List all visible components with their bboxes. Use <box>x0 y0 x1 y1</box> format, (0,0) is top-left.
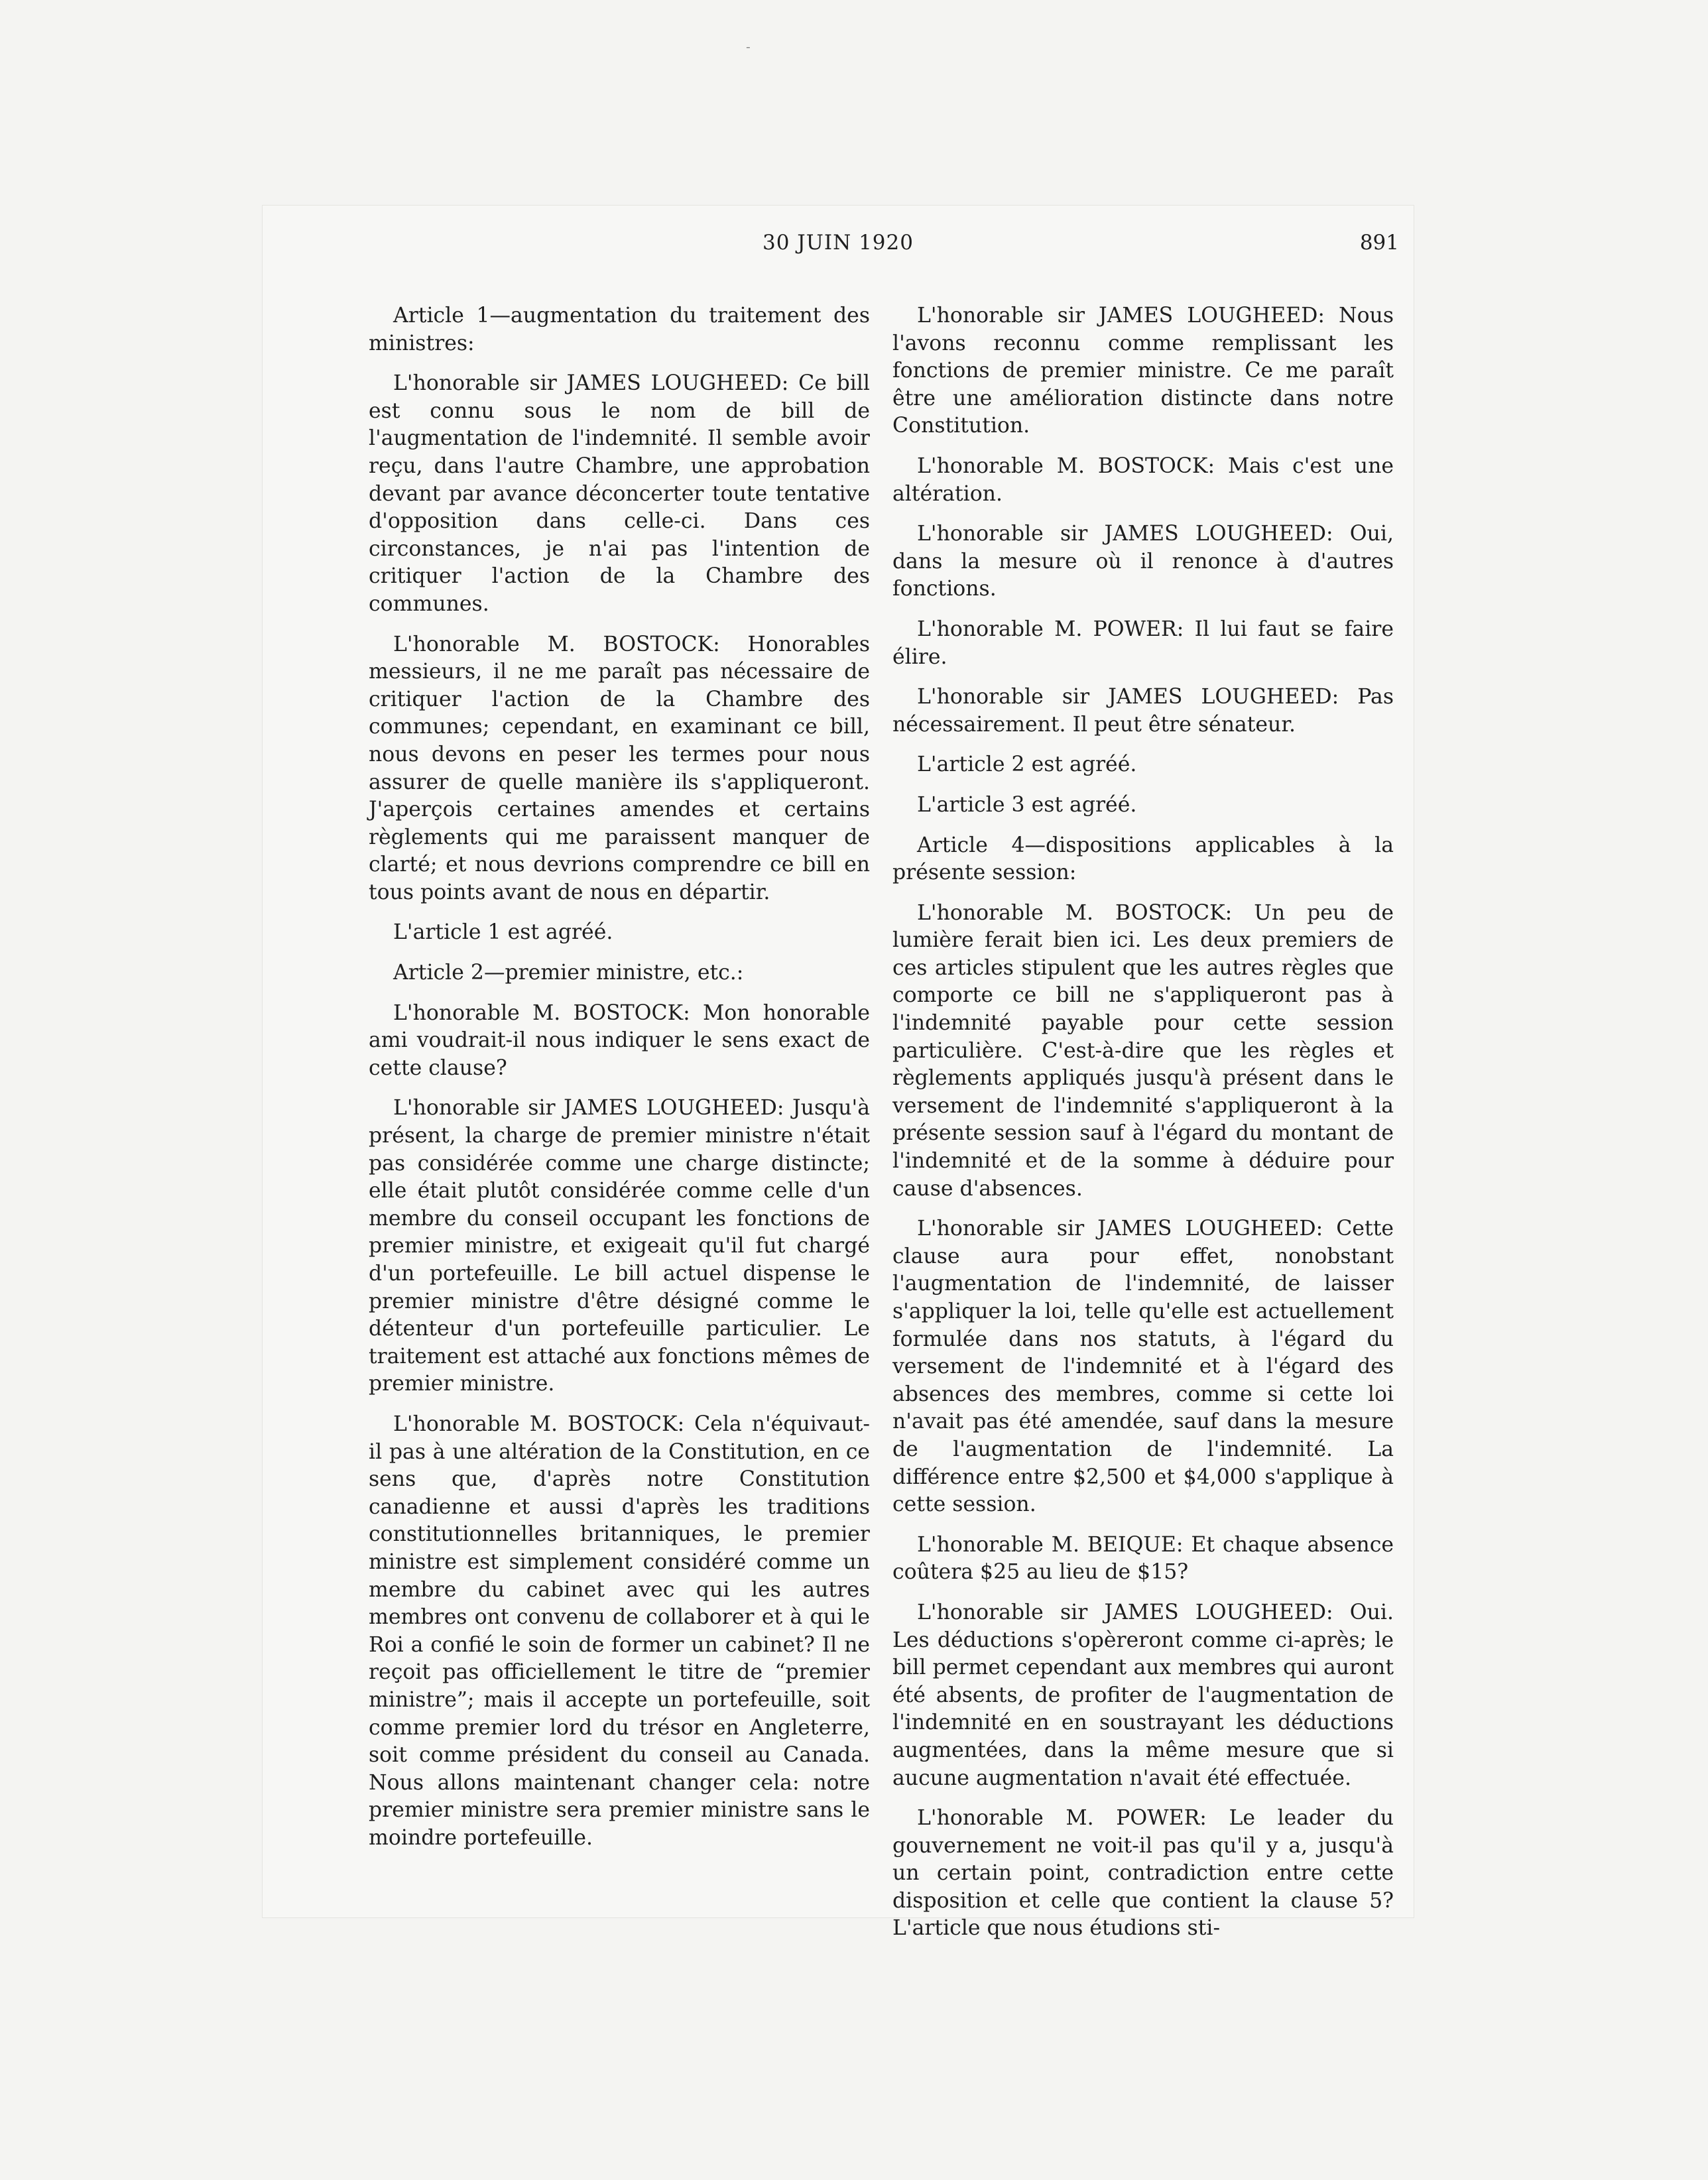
paragraph: L'honorable M. BOSTOCK: Cela n'équivaut-il pas à une altération de la Constitution, en ce sens que, d'après notre Constitution canadienne et aussi d'après les traditions constitutionnelles britanniques, le premier ministre est simplement considéré comme un membre du cabinet avec qui les autres membres ont convenu de collaborer et à qui le Roi a confié le soin de former un cabinet? Il ne reçoit pas officiellement le titre de “premier ministre”; mais il accepte un portefeuille, soit comme premier lord du trésor en Angleterre, soit comme président du conseil au Canada. Nous allons maintenant changer cela: notre premier ministre sera premier ministre sans le moindre portefeuille. <box>369 1412 870 1850</box>
paragraph: Article 1—augmentation du traitement des ministres: <box>369 304 870 355</box>
page-number: 891 <box>1359 231 1399 255</box>
paragraph: L'honorable M. BOSTOCK: Mais c'est une altération. <box>892 454 1394 506</box>
paragraph: L'honorable sir JAMES LOUGHEED: Nous l'avons reconnu comme remplissant les fonctions de premier ministre. Ce me paraît être une amélioration distincte dans notre Constitution. <box>892 304 1394 438</box>
page-header <box>263 231 1414 271</box>
paragraph: L'article 2 est agréé. <box>917 753 1137 777</box>
paragraph: L'honorable sir JAMES LOUGHEED: Jusqu'à présent, la charge de premier ministre n'était pas considérée comme une charge distincte; elle était plutôt considérée comme celle d'un membre du conseil occupant les fonctions de premier ministre, et exigeait qu'il fut chargé d'un portefeuille. Le bill actuel dispense le premier ministre d'être désigné comme le détenteur d'un portefeuille particulier. Le traitement est attaché aux fonctions mêmes de premier ministre. <box>369 1096 870 1396</box>
paragraph: L'honorable M. BOSTOCK: Mon honorable ami voudrait-il nous indiquer le sens exact de cette clause? <box>369 1000 870 1080</box>
right-column <box>892 302 1394 1955</box>
paragraph: L'honorable M. BOSTOCK: Honorables messieurs, il ne me paraît pas nécessaire de critiquer l'action de la Chambre des communes; cependant, en examinant ce bill, nous devons en peser les termes pour nous assurer de quelle manière ils s'appliqueront. J'aperçois certaines amendes et certains règlements qui me paraissent manquer de clarté; et nous devrions comprendre ce bill en tous points avant de nous en départir. <box>369 632 870 904</box>
paragraph: L'honorable M. BOSTOCK: Un peu de lumière ferait bien ici. Les deux premiers de ces articles stipulent que les autres règles que comporte ce bill ne s'appliqueront pas à l'indemnité payable pour cette session particulière. C'est-à-dire que les règles et règlements appliqués jusqu'à présent dans le versement de l'indemnité s'appliqueront à la présente session sauf à l'égard du montant de l'indemnité et de la somme à déduire pour cause d'absences. <box>892 900 1394 1201</box>
paragraph: L'honorable M. POWER: Le leader du gouvernement ne voit-il pas qu'il y a, jusqu'à un certain point, contradiction entre cette disposition et celle que contient la clause 5? L'article que nous étudions sti- <box>892 1806 1394 1941</box>
paragraph: Article 4—dispositions applicables à la présente session: <box>892 833 1394 885</box>
paragraph: L'article 1 est agréé. <box>393 920 613 945</box>
paragraph: L'honorable sir JAMES LOUGHEED: Pas nécessairement. Il peut être sénateur. <box>892 685 1394 737</box>
paragraph: L'honorable M. BEIQUE: Et chaque absence coûtera $25 au lieu de $15? <box>892 1532 1394 1585</box>
paragraph: L'honorable sir JAMES LOUGHEED: Oui. Les déductions s'opèreront comme ci-après; le bill permet cependant aux membres qui auront été absents, de profiter de l'augmentation de l'indemnité en en soustrayant les déductions augmentées, dans la même mesure que si aucune augmentation n'avait été effectuée. <box>892 1600 1394 1790</box>
document-page <box>263 206 1414 1941</box>
paragraph: L'honorable sir JAMES LOUGHEED: Oui, dans la mesure où il renonce à d'autres fonctions. <box>892 522 1394 601</box>
page-date: 30 JUIN 1920 <box>762 231 914 255</box>
scan-mark: - <box>746 38 751 54</box>
paragraph: L'honorable sir JAMES LOUGHEED: Cette clause aura pour effet, nonobstant l'augmentation de l'indemnité, de laisser s'appliquer la loi, telle qu'elle est actuellement formulée dans nos statuts, à l'égard du versement de l'indemnité et à l'égard des absences des membres, comme si cette loi n'avait pas été amendée, sauf dans la mesure de l'augmentation de l'indemnité. La différence entre $2,500 et $4,000 s'applique à cette session. <box>892 1217 1394 1517</box>
paragraph: Article 2—premier ministre, etc.: <box>393 961 744 985</box>
paragraph: L'honorable M. POWER: Il lui faut se faire élire. <box>892 617 1394 669</box>
paragraph: L'article 3 est agréé. <box>917 792 1137 817</box>
paragraph: L'honorable sir JAMES LOUGHEED: Ce bill est connu sous le nom de bill de l'augmentation de l'indemnité. Il semble avoir reçu, dans l'autre Chambre, une approbation devant par avance déconcerter toute tentative d'opposition dans celle-ci. Dans ces circonstances, je n'ai pas l'intention de critiquer l'action de la Chambre des communes. <box>369 371 870 616</box>
left-column <box>369 302 870 1864</box>
